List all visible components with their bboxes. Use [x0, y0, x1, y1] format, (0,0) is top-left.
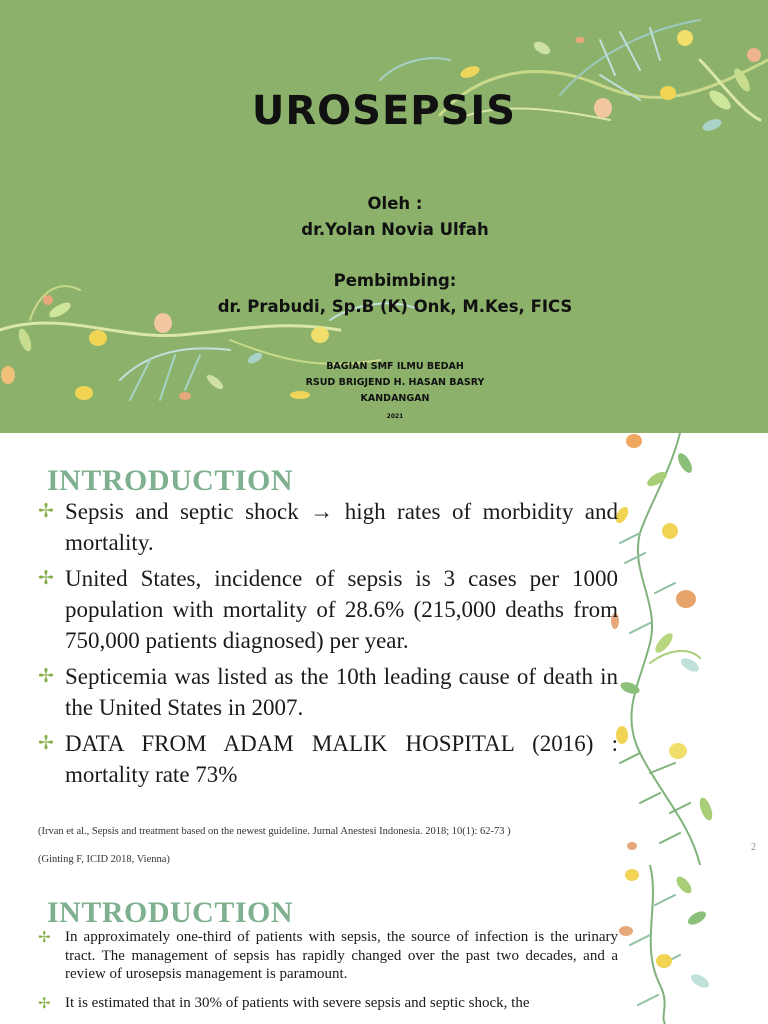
- introduction-slide-continued: [0, 865, 768, 1024]
- author-name: dr.Yolan Novia Ulfah: [301, 220, 489, 239]
- list-item: ✢ It is estimated that in 30% of patients with severe sepsis and septic shock, the: [38, 993, 530, 1012]
- reference-item: (Ginting F, ICID 2018, Vienna): [38, 854, 170, 865]
- flower-bullet-icon: ✢: [38, 993, 51, 1012]
- list-item: ✢ Sepsis and septic shock → high rates of morbidity and mortality.: [38, 496, 618, 558]
- flower-bullet-icon: ✢: [38, 567, 54, 589]
- list-item: ✢ Septicemia was listed as the 10th leading cause of death in the United States in 2007.: [38, 661, 618, 723]
- flower-bullet-icon: ✢: [38, 665, 54, 687]
- advisor-name: dr. Prabudi, Sp.B (K) Onk, M.Kes, FICS: [217, 297, 573, 316]
- bullet-list: [38, 928, 618, 1022]
- flower-bullet-icon: ✢: [38, 928, 51, 946]
- presentation-title: UROSEPSIS: [251, 88, 517, 134]
- references: [38, 825, 511, 865]
- slide-heading: INTRODUCTION: [47, 464, 294, 497]
- hospital-name: RSUD BRIGJEND H. HASAN BASRY: [305, 377, 485, 388]
- title-slide: [0, 0, 768, 433]
- list-item: ✢ In approximately one-third of patients with sepsis, the source of infection is the urinary tract. The management of sepsis has rapidly changed over the past two decades, and a review of urosepsis management is paramount.: [38, 928, 618, 982]
- slide-heading: INTRODUCTION: [47, 896, 294, 929]
- by-label: Oleh :: [367, 194, 423, 213]
- list-item: ✢ United States, incidence of sepsis is 3 cases per 1000 population with mortality of 28.6% (215,000 deaths from 750,000 patients diagnosed) per year.: [38, 563, 618, 656]
- year: 2021: [386, 413, 404, 420]
- city: KANDANGAN: [360, 393, 430, 404]
- reference-item: (Irvan et al., Sepsis and treatment based on the newest guideline. Jurnal Anestesi Indonesia. 2018; 10(1): 62-73 ): [38, 826, 511, 837]
- department: BAGIAN SMF ILMU BEDAH: [326, 361, 464, 372]
- page-number: 2: [751, 842, 756, 853]
- introduction-slide: [0, 433, 768, 865]
- bullet-list: [38, 496, 618, 795]
- flower-bullet-icon: ✢: [38, 732, 54, 754]
- advisor-label: Pembimbing:: [333, 271, 457, 290]
- flower-bullet-icon: ✢: [38, 500, 54, 522]
- list-item: ✢ DATA FROM ADAM MALIK HOSPITAL (2016) : mortality rate 73%: [38, 728, 618, 790]
